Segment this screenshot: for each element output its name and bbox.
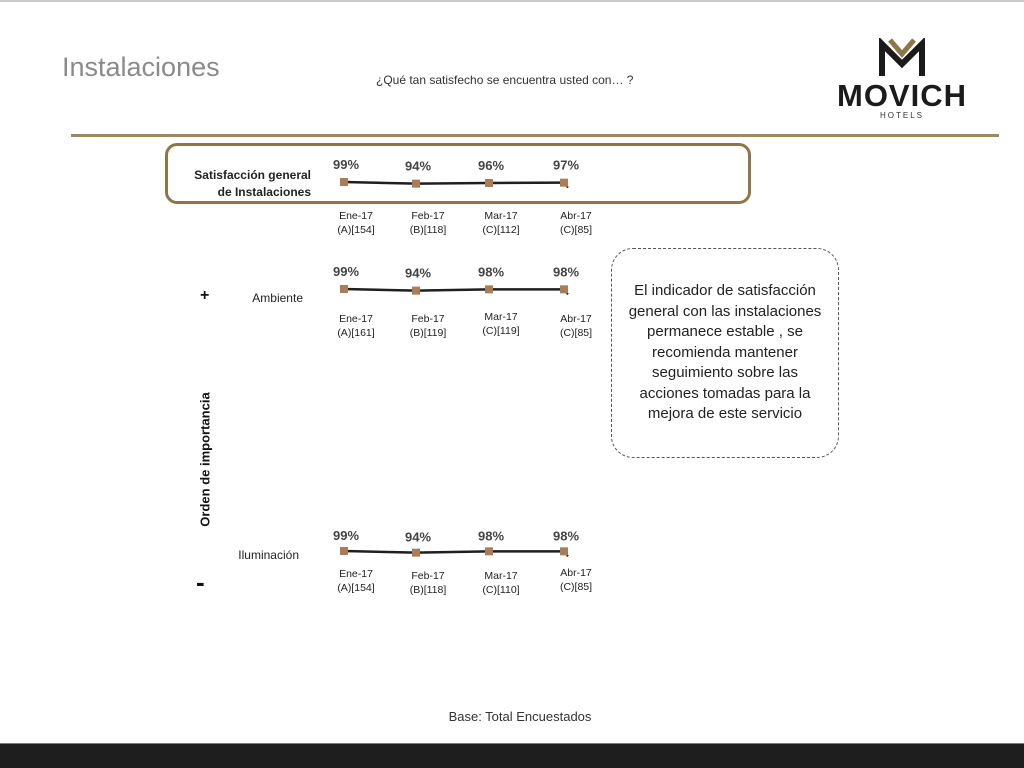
tick-label-1-0-0: Ene-17 [339,313,373,325]
survey-question: ¿Qué tan satisfecho se encuentra usted con… ? [376,73,634,87]
more-important-sign: + [200,287,210,304]
footer-band [0,744,1024,768]
row-label-overall-line2: de Instalaciones [217,185,311,199]
data-label-2-2: 98% [477,528,505,544]
base-note: Base: Total Encuestados [448,709,592,724]
data-label-1-1: 94% [404,265,432,281]
tick-label-0-2-1: (C)[112] [482,224,520,236]
tick-label-0-3-0: Abr-17 [560,210,592,222]
data-point-1-0 [340,285,348,293]
tick-label-1-3-0: Abr-17 [560,313,592,325]
tick-label-0-1-1: (B)[118] [409,224,447,236]
data-label-1-2: 98% [477,264,505,280]
tick-label-1-1-1: (B)[119] [409,327,447,339]
data-label-2-3: 98% [552,528,580,544]
data-point-0-2 [485,179,493,187]
tick-label-0-0-0: Ene-17 [339,210,373,222]
series-line-2 [344,551,564,553]
logo-brand: MOVICH [837,78,967,113]
series-line-1 [344,289,564,291]
row-label-ambiente: Ambiente [252,291,303,305]
data-point-0-0 [340,178,348,186]
tick-label-0-1-0: Feb-17 [411,210,445,222]
tick-label-2-2-1: (C)[110] [482,584,520,596]
data-point-2-0 [340,547,348,555]
page-title: Instalaciones [62,52,220,82]
row-label-overall-line1: Satisfacción general [194,168,311,182]
logo-sub: HOTELS [879,111,924,120]
tick-label-2-3-1: (C)[85] [559,581,593,593]
data-point-2-2 [485,547,493,555]
tick-label-2-3-0: Abr-17 [560,567,592,579]
row-label-iluminacion: Iluminación [238,548,299,562]
tick-label-0-2-0: Mar-17 [484,210,518,222]
tick-label-0-3-1: (C)[85] [559,224,593,236]
tick-label-2-1-1: (B)[118] [409,584,447,596]
data-point-1-2 [485,285,493,293]
tick-label-1-2-0: Mar-17 [484,311,518,323]
insight-note [611,248,839,458]
data-label-0-1: 94% [404,158,432,174]
tick-label-1-0-1: (A)[161] [337,327,375,339]
series-line-0 [344,182,564,184]
tick-label-2-2-0: Mar-17 [484,570,518,582]
data-label-2-0: 99% [332,528,360,543]
less-important-sign: - [196,567,205,597]
tick-label-2-0-0: Ene-17 [339,568,373,580]
data-point-2-3 [560,547,568,555]
data-point-1-1 [412,287,420,295]
tick-label-0-0-1: (A)[154] [337,224,375,236]
importance-axis-label: Orden de importancia [197,392,213,527]
data-point-2-1 [412,549,420,557]
data-point-0-3 [560,179,568,187]
data-point-0-1 [412,180,420,188]
data-label-0-0: 99% [332,157,360,172]
tick-label-1-3-1: (C)[85] [559,327,593,339]
tick-label-1-2-1: (C)[119] [482,325,520,337]
insight-note-text: El indicador de satisfacción general con las instalaciones permanece estable , se recomienda mantener seguimiento sobre las acciones tomadas para la mejora de este servicio [628,282,822,423]
data-point-1-3 [560,285,568,293]
data-label-1-3: 98% [552,264,580,280]
tick-label-1-1-0: Feb-17 [411,313,445,325]
data-label-0-2: 96% [477,157,505,173]
tick-label-2-0-1: (A)[154] [337,582,375,594]
data-label-1-0: 99% [332,264,360,279]
tick-label-2-1-0: Feb-17 [411,570,445,582]
data-label-2-1: 94% [404,529,432,545]
data-label-0-3: 97% [552,157,580,173]
